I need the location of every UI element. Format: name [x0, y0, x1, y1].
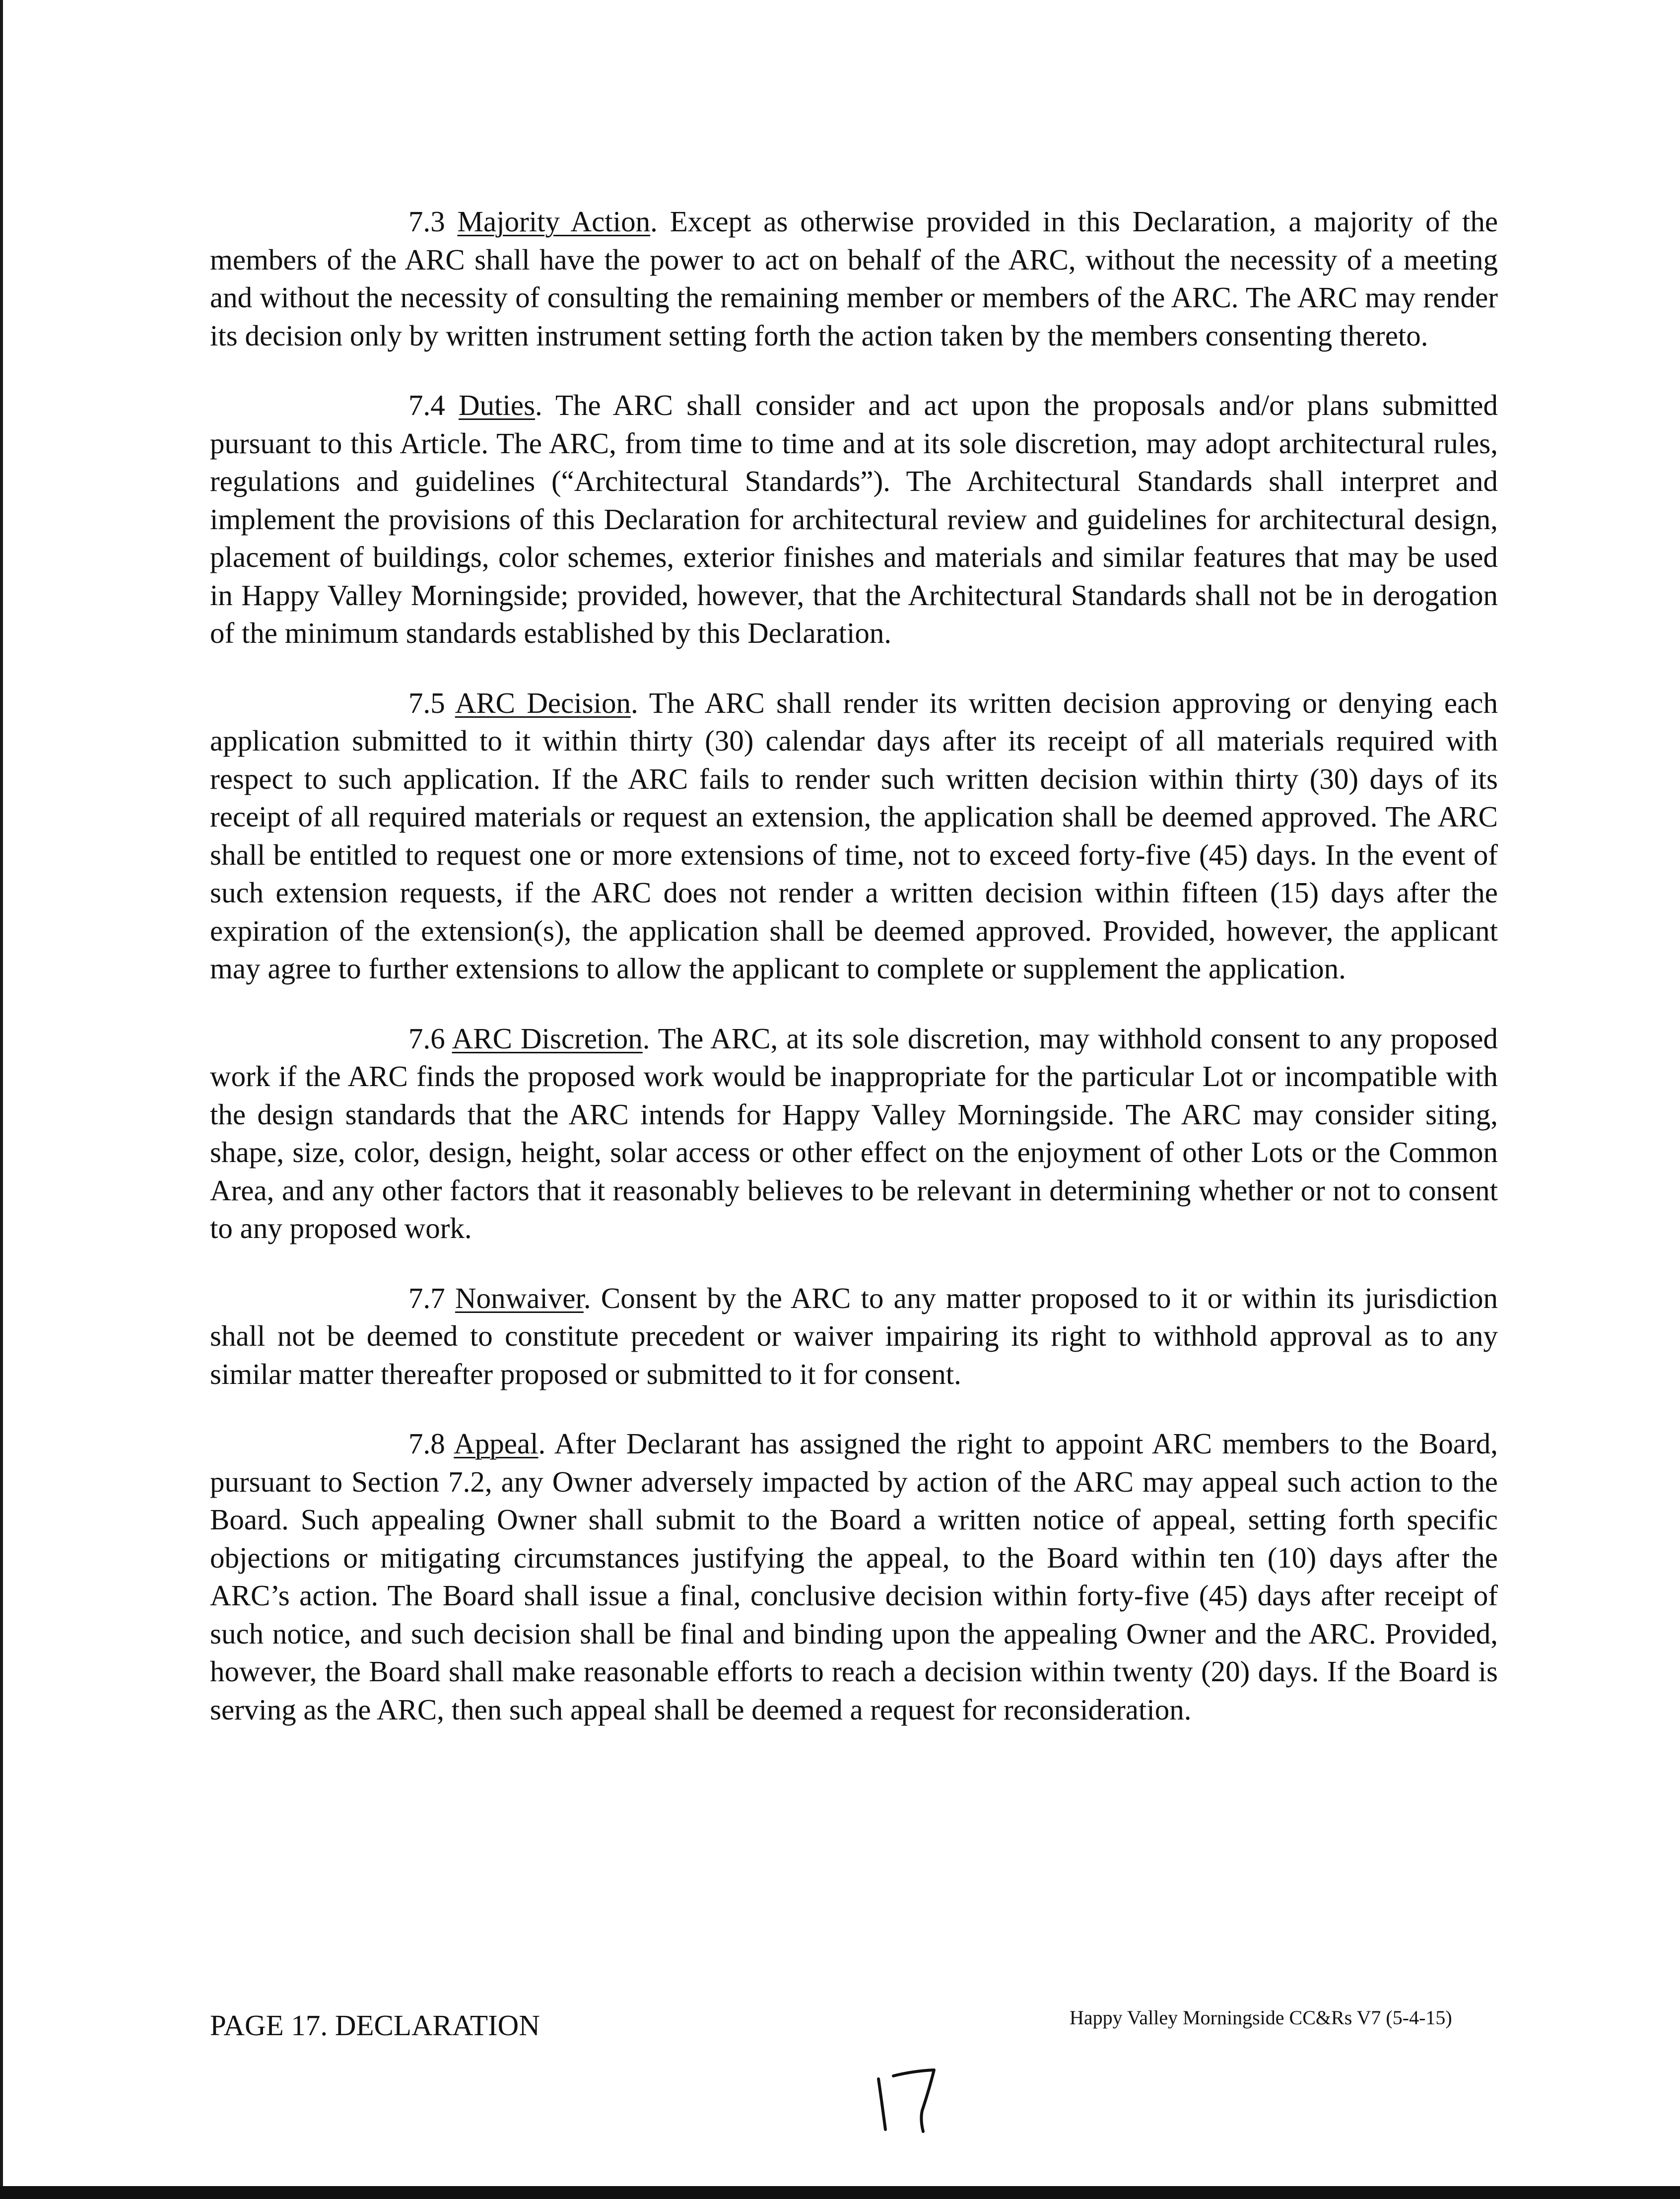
- section-7-5: 7.5 ARC Decision. The ARC shall render its written decision approving or denying each application submitted to it within thirty (30) calendar days after its receipt of all materials required with respect to such application. If the ARC fails to render such written decision within thirty (30) days of its receipt of all required materials or request an extension, the application shall be deemed approved. The ARC shall be entitled to request one or more extensions of time, not to exceed forty-five (45) days. In the event of such extension requests, if the ARC does not render a written decision within fifteen (15) days after the expiration of the extension(s), the application shall be deemed approved. Provided, however, the applicant may agree to further extensions to allow the applicant to complete or supplement the application.: [210, 686, 1498, 985]
- scan-bottom-edge: [0, 2186, 1680, 2199]
- handwritten-page-number: [874, 2065, 938, 2134]
- section-7-3: 7.3 Majority Action. Except as otherwise provided in this Declaration, a majority of the members of the ARC shall have the power to act on behalf of the ARC, without the necessity of a meeting and without the necessity of consulting the remaining member or members of the ARC. The ARC may render its decision only by written instrument setting forth the action taken by the members consenting thereto.: [210, 205, 1498, 352]
- section-7-7: 7.7 Nonwaiver. Consent by the ARC to any matter proposed to it or within its jurisdiction shall not be deemed to constitute precedent or waiver impairing its right to withhold approval as to any similar matter thereafter proposed or submitted to it for consent.: [210, 1281, 1498, 1390]
- section-number: 7.5: [408, 686, 445, 719]
- section-text: Consent by the ARC to any matter proposed to it or within its jurisdiction shall not be deemed to constitute precedent or waiver impairing its right to withhold approval as to any similar matter thereafter proposed or submitted to it for consent.: [210, 1281, 1498, 1390]
- section-7-4: 7.4 Duties. The ARC shall consider and act upon the proposals and/or plans submitted pursuant to this Article. The ARC, from time to time and at its sole discretion, may adopt architectural rules, regulations and guidelines (“Architectural Standards”). The Architectural Standards shall interpret and implement the provisions of this Declaration for architectural review and guidelines for architectural design, placement of buildings, color schemes, exterior finishes and materials and similar features that may be used in Happy Valley Morningside; provided, however, that the Architectural Standards shall not be in derogation of the minimum standards established by this Declaration.: [210, 389, 1498, 649]
- section-heading: Duties: [459, 389, 536, 421]
- section-text: After Declarant has assigned the right to appoint ARC members to the Board, pursuant to Section 7.2, any Owner adversely impacted by action of the ARC may appeal such action to the Board. Such appealing Owner shall submit to the Board a written notice of appeal, setting forth specific objections or mitigating circumstances justifying the appeal, to the Board within ten (10) days after the ARC’s action. The Board shall issue a final, conclusive decision within forty-five (45) days after receipt of such notice, and such decision shall be final and binding upon the appealing Owner and the ARC. Provided, however, the Board shall make reasonable efforts to reach a decision within twenty (20) days. If the Board is serving as the ARC, then such appeal shall be deemed a request for reconsideration.: [210, 1427, 1498, 1726]
- document-id: Happy Valley Morningside CC&Rs V7 (5-4-15): [1070, 2006, 1452, 2029]
- section-heading: ARC Decision: [455, 686, 631, 719]
- section-7-6: 7.6 ARC Discretion. The ARC, at its sole discretion, may withhold consent to any proposed work if the ARC finds the proposed work would be inappropriate for the particular Lot or incompatible with the design standards that the ARC intends for Happy Valley Morningside. The ARC may consider siting, shape, size, color, design, height, solar access or other effect on the enjoyment of other Lots or the Common Area, and any other factors that it reasonably believes to be relevant in determining whether or not to consent to any proposed work.: [210, 1022, 1498, 1244]
- document-body: [210, 203, 1498, 1760]
- section-number: 7.7: [408, 1281, 445, 1314]
- section-text: The ARC shall consider and act upon the proposals and/or plans submitted pursuant to this Article. The ARC, from time to time and at its sole discretion, may adopt architectural rules, regulations and guidelines (“Architectural Standards”). The Architectural Standards shall interpret and implement the provisions of this Declaration for architectural review and guidelines for architectural design, placement of buildings, color schemes, exterior finishes and materials and similar features that may be used in Happy Valley Morningside; provided, however, that the Architectural Standards shall not be in derogation of the minimum standards established by this Declaration.: [210, 389, 1498, 649]
- section-number: 7.6: [408, 1022, 445, 1055]
- section-heading: ARC Discretion: [452, 1022, 643, 1055]
- section-7-8: 7.8 Appeal. After Declarant has assigned the right to appoint ARC members to the Board, pursuant to Section 7.2, any Owner adversely impacted by action of the ARC may appeal such action to the Board. Such appealing Owner shall submit to the Board a written notice of appeal, setting forth specific objections or mitigating circumstances justifying the appeal, to the Board within ten (10) days after the ARC’s action. The Board shall issue a final, conclusive decision within forty-five (45) days after receipt of such notice, and such decision shall be final and binding upon the appealing Owner and the ARC. Provided, however, the Board shall make reasonable efforts to reach a decision within twenty (20) days. If the Board is serving as the ARC, then such appeal shall be deemed a request for reconsideration.: [210, 1427, 1498, 1726]
- section-heading: Nonwaiver: [455, 1281, 584, 1314]
- page-label: PAGE 17. DECLARATION: [210, 2009, 540, 2042]
- section-number: 7.4: [408, 389, 445, 421]
- section-text: The ARC shall render its written decision approving or denying each application submitted to it within thirty (30) calendar days after its receipt of all materials required with respect to such application. If the ARC fails to render such written decision within thirty (30) days of its receipt of all required materials or request an extension, the application shall be deemed approved. The ARC shall be entitled to request one or more extensions of time, not to exceed forty-five (45) days. In the event of such extension requests, if the ARC does not render a written decision within fifteen (15) days after the expiration of the extension(s), the application shall be deemed approved. Provided, however, the applicant may agree to further extensions to allow the applicant to complete or supplement the application.: [210, 686, 1498, 985]
- scan-left-edge: [0, 0, 3, 2199]
- section-text: The ARC, at its sole discretion, may withhold consent to any proposed work if the ARC finds the proposed work would be inappropriate for the particular Lot or incompatible with the design standards that the ARC intends for Happy Valley Morningside. The ARC may consider siting, shape, size, color, design, height, solar access or other effect on the enjoyment of other Lots or the Common Area, and any other factors that it reasonably believes to be relevant in determining whether or not to consent to any proposed work.: [210, 1022, 1498, 1244]
- section-number: 7.8: [408, 1427, 445, 1460]
- section-heading: Majority Action: [457, 205, 651, 238]
- section-heading: Appeal: [454, 1427, 538, 1460]
- section-number: 7.3: [408, 205, 445, 238]
- section-text: Except as otherwise provided in this Declaration, a majority of the members of the ARC shall have the power to act on behalf of the ARC, without the necessity of a meeting and without the necessity of consulting the remaining member or members of the ARC. The ARC may render its decision only by written instrument setting forth the action taken by the members consenting thereto.: [210, 205, 1498, 352]
